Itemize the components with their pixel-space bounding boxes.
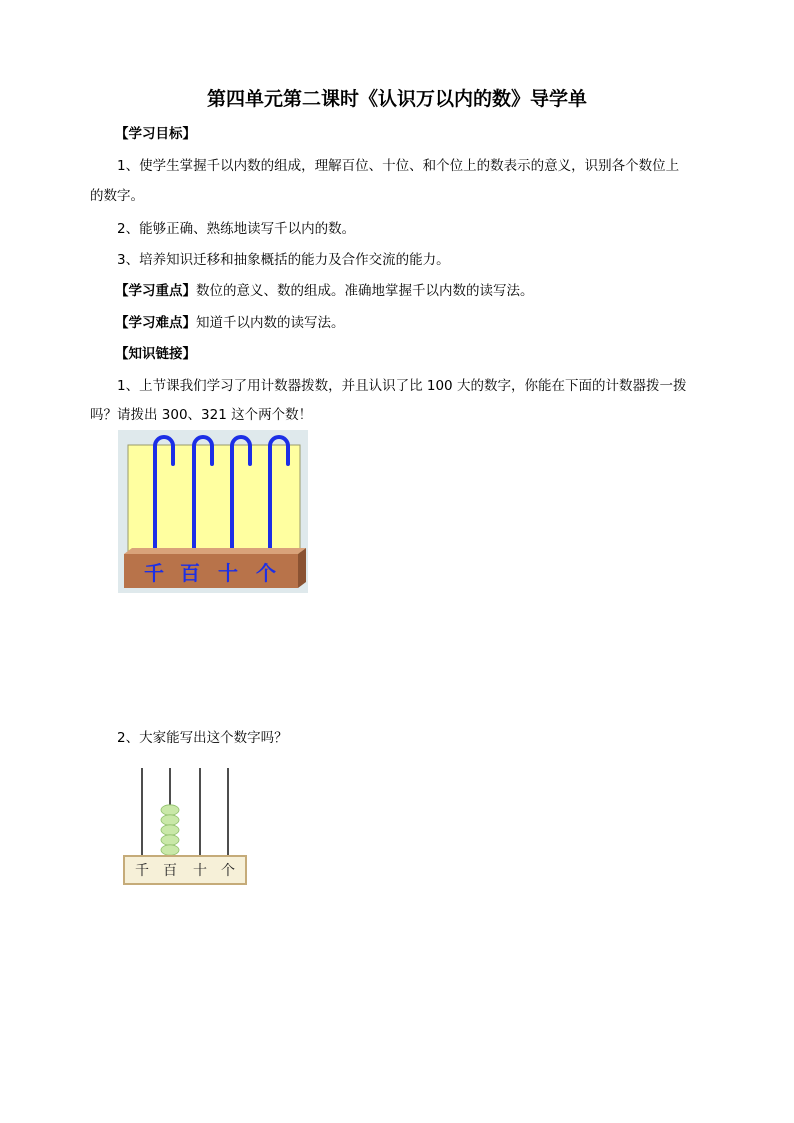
abacus-2-label-thousands: 千 xyxy=(135,863,149,879)
difficulties-text: 知道千以内数的读写法。 xyxy=(196,315,345,331)
key-points xyxy=(115,281,731,301)
abacus-2-label-ones: 个 xyxy=(221,863,235,879)
abacus-1-label-tens: 十 xyxy=(218,561,238,585)
abacus-1-label-thousands: 千 xyxy=(144,561,164,585)
goal-2-text: 2、能够正确、熟练地读写千以内的数。 xyxy=(117,221,356,237)
goal-3-text: 3、培养知识迁移和抽象概括的能力及合作交流的能力。 xyxy=(117,252,450,268)
question-2-text: 2、大家能写出这个数字吗？ xyxy=(117,730,288,746)
question-1-text-cont: 吗？请拨出 300、321 这个两个数！ xyxy=(90,407,313,423)
abacus-1-label-hundreds: 百 xyxy=(180,561,200,585)
difficulties xyxy=(115,313,731,333)
abacus-2-label-hundreds: 百 xyxy=(163,863,177,879)
goal-1-text: 1、使学生掌握千以内数的组成，理解百位、十位、和个位上的数表示的意义，识别各个数位上 xyxy=(117,158,680,174)
abacus-1-label-ones: 个 xyxy=(256,561,276,585)
abacus-figure-1 xyxy=(118,430,308,593)
question-1-text: 1、上节课我们学习了用计数器拨数，并且认识了比 100 大的数字，你能在下面的计数器拨一拨 xyxy=(117,378,687,394)
key-points-heading: 【学习重点】 xyxy=(115,283,196,299)
abacus-2-rods xyxy=(142,768,228,856)
abacus-bead xyxy=(161,845,179,855)
abacus-1-base-side xyxy=(298,548,306,588)
abacus-bead xyxy=(161,825,179,835)
page-title: 第四单元第二课时《认识万以内的数》导学单 xyxy=(206,88,587,110)
abacus-2-label-tens: 十 xyxy=(193,863,207,879)
knowledge-link-heading: 【知识链接】 xyxy=(115,346,196,362)
abacus-bead xyxy=(161,805,179,815)
abacus-1-base-top xyxy=(124,548,306,554)
goal-1-text-cont: 的数字。 xyxy=(90,188,144,204)
abacus-bead xyxy=(161,815,179,825)
abacus-2-beads xyxy=(161,805,179,855)
goals-heading: 【学习目标】 xyxy=(115,126,196,142)
abacus-bead xyxy=(161,835,179,845)
key-points-text: 数位的意义、数的组成。准确地掌握千以内数的读写法。 xyxy=(196,283,534,299)
difficulties-heading: 【学习难点】 xyxy=(115,315,196,331)
abacus-figure-2 xyxy=(120,760,250,888)
